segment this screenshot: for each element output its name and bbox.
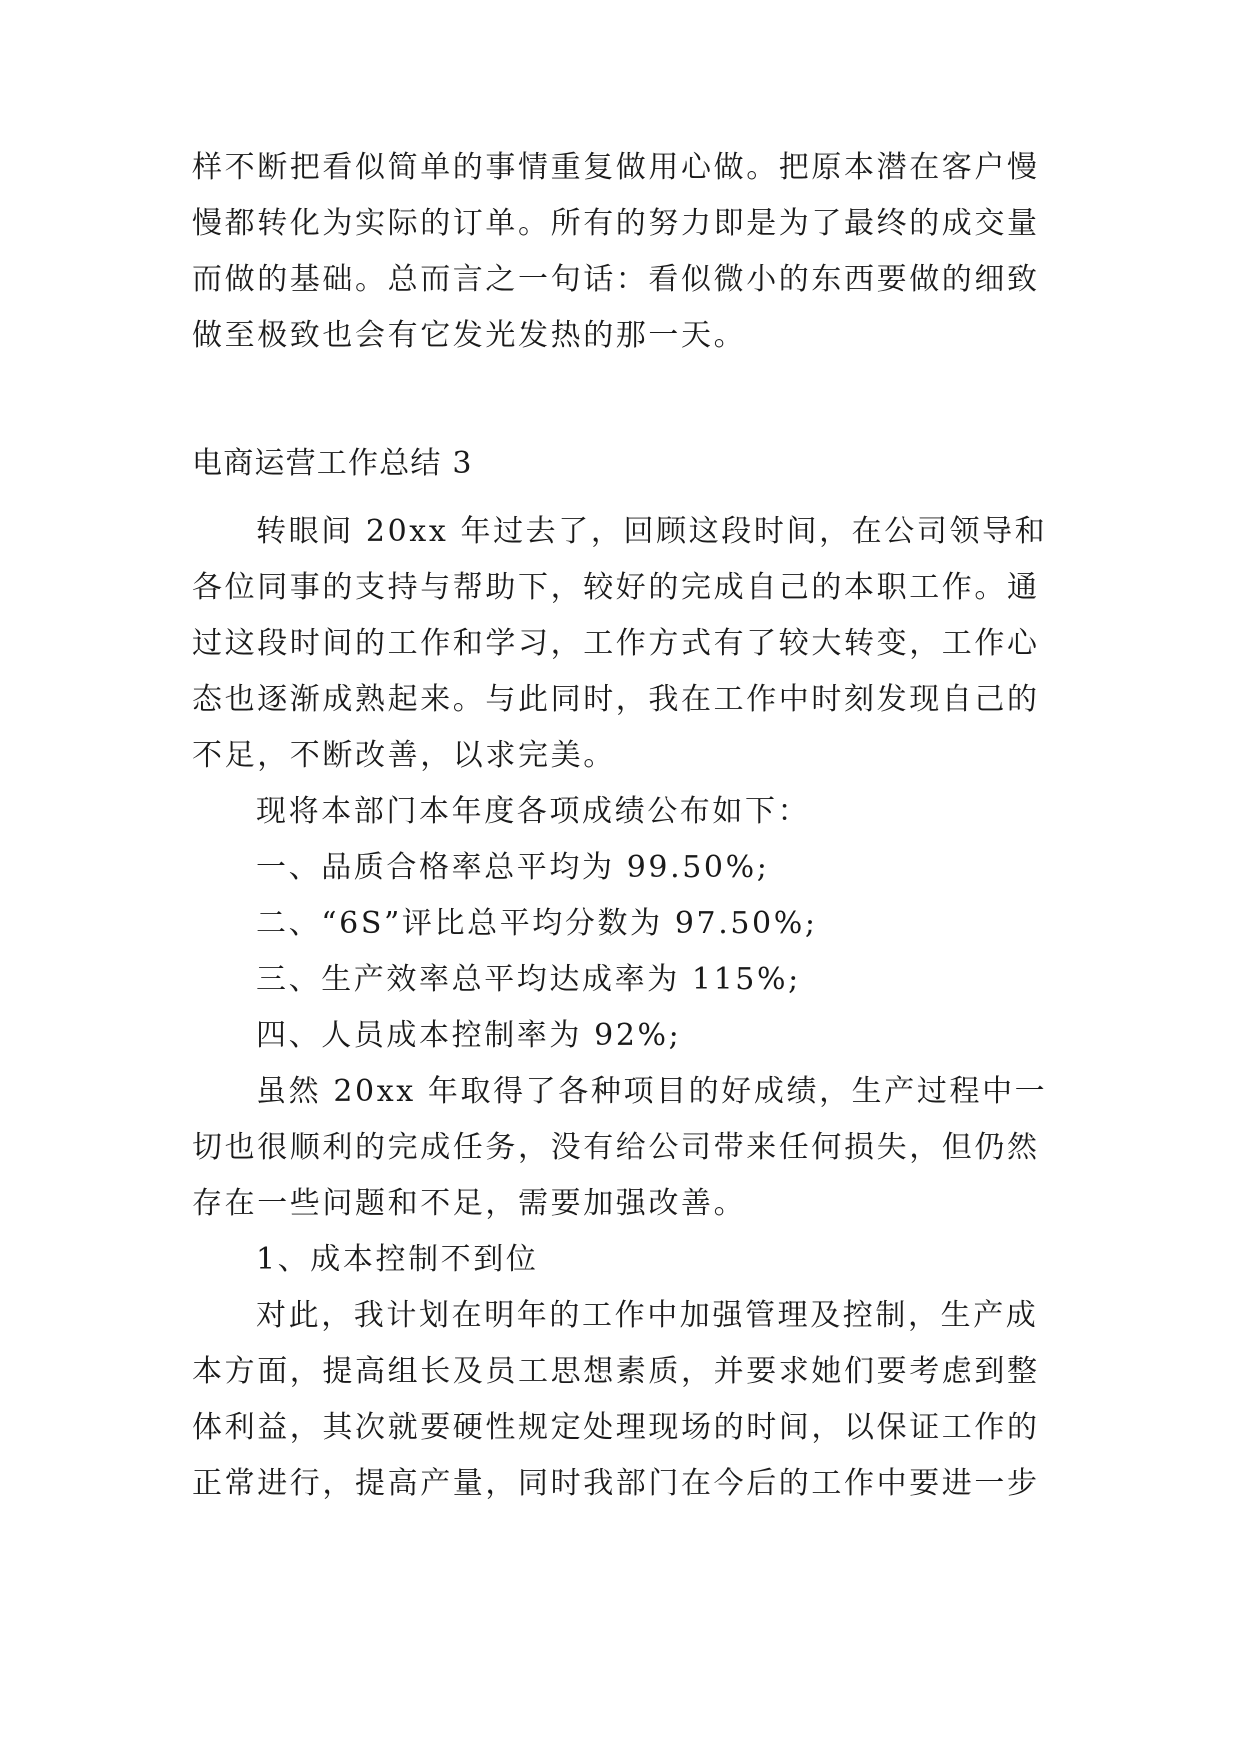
paragraph-line: 态也逐渐成熟起来。与此同时，我在工作中时刻发现自己的 (192, 682, 1040, 717)
paragraph-line: 慢都转化为实际的订单。所有的努力即是为了最终的成交量 (192, 206, 1040, 241)
paragraph-line: 存在一些问题和不足，需要加强改善。 (192, 1186, 747, 1221)
paragraph-line: 做至极致也会有它发光发热的那一天。 (192, 318, 747, 353)
paragraph-line: 而做的基础。总而言之一句话：看似微小的东西要做的细致 (192, 262, 1040, 297)
paragraph-line: 转眼间 20xx 年过去了，回顾这段时间，在公司领导和 (256, 514, 1048, 549)
result-item: 一、品质合格率总平均为 99.50%; (256, 850, 770, 885)
result-item: 四、人员成本控制率为 92%; (256, 1018, 682, 1053)
paragraph-line: 虽然 20xx 年取得了各种项目的好成绩，生产过程中一 (256, 1074, 1048, 1109)
paragraph-line: 体利益，其次就要硬性规定处理现场的时间，以保证工作的 (192, 1410, 1040, 1445)
paragraph-line: 正常进行，提高产量，同时我部门在今后的工作中要进一步 (192, 1466, 1040, 1501)
paragraph-line: 切也很顺利的完成任务，没有给公司带来任何损失，但仍然 (192, 1130, 1040, 1165)
result-item: 二、“6S”评比总平均分数为 97.50%; (256, 906, 818, 941)
results-intro: 现将本部门本年度各项成绩公布如下： (256, 794, 811, 829)
paragraph-line: 对此，我计划在明年的工作中加强管理及控制，生产成 (256, 1298, 1039, 1333)
paragraph-line: 本方面，提高组长及员工思想素质，并要求她们要考虑到整 (192, 1354, 1040, 1389)
issue-title: 1、成本控制不到位 (256, 1242, 539, 1277)
paragraph-line: 不足，不断改善，以求完美。 (192, 738, 616, 773)
paragraph-line: 过这段时间的工作和学习，工作方式有了较大转变，工作心 (192, 626, 1040, 661)
paragraph-line: 样不断把看似简单的事情重复做用心做。把原本潜在客户慢 (192, 150, 1040, 185)
paragraph-line: 各位同事的支持与帮助下，较好的完成自己的本职工作。通 (192, 570, 1040, 605)
result-item: 三、生产效率总平均达成率为 115%; (256, 962, 801, 997)
section-title: 电商运营工作总结 3 (192, 446, 473, 481)
